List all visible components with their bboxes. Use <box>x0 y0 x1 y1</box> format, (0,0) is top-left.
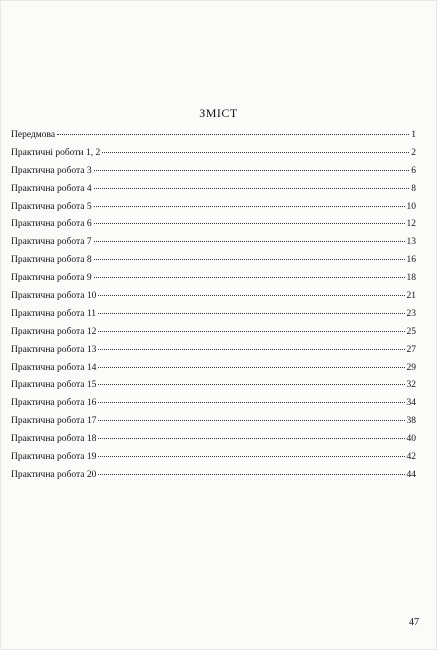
toc-entry <box>11 216 416 234</box>
table-of-contents <box>11 127 416 485</box>
toc-entry-label: Практична робота 17 <box>11 416 97 427</box>
toc-entry-page: 21 <box>406 291 416 302</box>
toc-entry <box>11 413 416 431</box>
toc-entry-page: 2 <box>411 147 416 158</box>
dot-leader <box>94 241 405 242</box>
dot-leader <box>98 420 404 421</box>
toc-entry-label: Практична робота 6 <box>11 219 92 230</box>
toc-entry-label: Практична робота 20 <box>11 469 97 480</box>
toc-entry-page: 12 <box>406 219 416 230</box>
dot-leader <box>94 188 410 189</box>
toc-entry-label: Практична робота 13 <box>11 344 97 355</box>
page-number: 47 <box>409 617 419 628</box>
toc-entry-label: Практична робота 10 <box>11 291 97 302</box>
dot-leader <box>98 438 404 439</box>
dot-leader <box>98 331 404 332</box>
dot-leader <box>94 277 405 278</box>
dot-leader <box>98 295 404 296</box>
toc-entry-label: Практичні роботи 1, 2 <box>11 147 101 158</box>
toc-entry-label: Практична робота 12 <box>11 326 97 337</box>
toc-entry-label: Практична робота 5 <box>11 201 92 212</box>
toc-entry-page: 23 <box>406 308 416 319</box>
toc-entry <box>11 377 416 395</box>
toc-entry-page: 40 <box>406 434 416 445</box>
toc-entry-page: 38 <box>406 416 416 427</box>
dot-leader <box>102 152 409 153</box>
toc-entry-page: 25 <box>406 326 416 337</box>
toc-entry <box>11 395 416 413</box>
toc-entry-label: Практична робота 4 <box>11 183 92 194</box>
toc-entry-label: Практична робота 3 <box>11 165 92 176</box>
toc-entry-page: 6 <box>411 165 416 176</box>
toc-entry-page: 8 <box>411 183 416 194</box>
dot-leader <box>98 384 404 385</box>
toc-entry-page: 1 <box>411 130 416 140</box>
toc-entry <box>11 270 416 288</box>
toc-entry-label: Практична робота 8 <box>11 255 92 266</box>
toc-entry-page: 18 <box>406 273 416 284</box>
dot-leader <box>98 456 404 457</box>
toc-entry-label: Практична робота 7 <box>11 237 92 248</box>
toc-entry <box>11 449 416 467</box>
dot-leader <box>98 349 404 350</box>
toc-entry-label: Практична робота 19 <box>11 452 97 463</box>
dot-leader <box>94 170 410 171</box>
dot-leader <box>98 402 404 403</box>
toc-entry-page: 29 <box>406 362 416 373</box>
toc-entry-label: Практична робота 16 <box>11 398 97 409</box>
toc-entry <box>11 181 416 199</box>
dot-leader <box>98 367 404 368</box>
toc-entry-label: Практична робота 9 <box>11 273 92 284</box>
dot-leader <box>94 223 405 224</box>
toc-entry-page: 32 <box>406 380 416 391</box>
toc-entry <box>11 163 416 181</box>
dot-leader <box>94 259 405 260</box>
toc-entry-page: 13 <box>406 237 416 248</box>
toc-entry-page: 27 <box>406 344 416 355</box>
dot-leader <box>98 474 404 475</box>
toc-entry-page: 44 <box>406 469 416 480</box>
toc-entry-label: Практична робота 15 <box>11 380 97 391</box>
toc-entry <box>11 306 416 324</box>
toc-entry <box>11 431 416 449</box>
toc-entry <box>11 360 416 378</box>
toc-entry <box>11 342 416 360</box>
toc-title: ЗМІСТ <box>199 106 238 120</box>
toc-entry-label: Практична робота 11 <box>11 308 96 319</box>
toc-entry <box>11 252 416 270</box>
dot-leader <box>98 313 405 314</box>
toc-entry-label: Практична робота 18 <box>11 434 97 445</box>
toc-entry-page: 10 <box>406 201 416 212</box>
toc-entry-page: 42 <box>406 452 416 463</box>
toc-entry <box>11 234 416 252</box>
toc-entry <box>11 288 416 306</box>
toc-entry-label: Практична робота 14 <box>11 362 97 373</box>
toc-entry <box>11 199 416 217</box>
dot-leader <box>94 206 405 207</box>
toc-entry <box>11 145 416 163</box>
toc-entry-label: Передмова <box>11 130 56 140</box>
toc-entry <box>11 467 416 485</box>
toc-entry <box>11 127 416 145</box>
toc-entry-page: 16 <box>406 255 416 266</box>
toc-entry <box>11 324 416 342</box>
dot-leader <box>57 134 409 135</box>
toc-entry-page: 34 <box>406 398 416 409</box>
